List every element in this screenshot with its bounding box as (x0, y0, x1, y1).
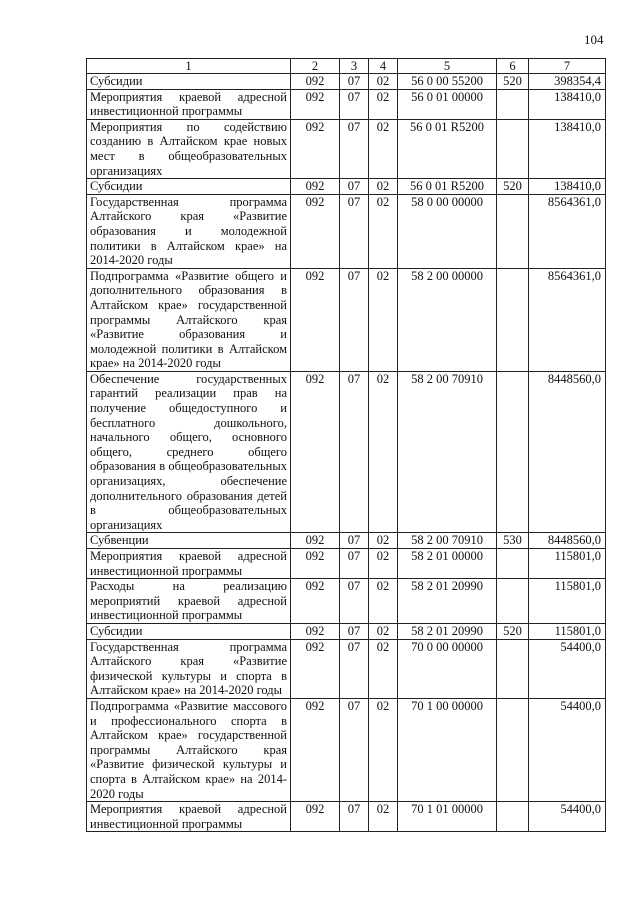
row-type-cell (497, 194, 529, 268)
row-code-cell: 092 (291, 194, 340, 268)
row-target-cell: 58 2 00 70910 (398, 533, 497, 549)
row-section-cell: 07 (340, 179, 369, 195)
row-target-cell: 56 0 01 R5200 (398, 119, 497, 178)
row-type-cell (497, 802, 529, 832)
row-code-cell: 092 (291, 623, 340, 639)
row-code-cell: 092 (291, 579, 340, 624)
table-row (87, 533, 606, 549)
row-target-cell: 58 2 00 70910 (398, 371, 497, 533)
row-subsection-cell: 02 (369, 194, 398, 268)
table-row (87, 119, 606, 178)
row-name-cell: Мероприятия краевой адресной инвестиционной программы (87, 549, 291, 579)
row-amount-cell: 398354,4 (529, 74, 606, 90)
row-amount-cell: 138410,0 (529, 119, 606, 178)
row-code-cell: 092 (291, 119, 340, 178)
row-subsection-cell: 02 (369, 371, 398, 533)
row-code-cell: 092 (291, 179, 340, 195)
row-amount-cell: 8564361,0 (529, 194, 606, 268)
row-section-cell: 07 (340, 89, 369, 119)
row-target-cell: 58 2 01 20990 (398, 623, 497, 639)
row-type-cell (497, 639, 529, 698)
table-row (87, 371, 606, 533)
budget-table (86, 58, 606, 832)
row-section-cell: 07 (340, 549, 369, 579)
table-row (87, 698, 606, 801)
row-section-cell: 07 (340, 533, 369, 549)
row-section-cell: 07 (340, 194, 369, 268)
row-target-cell: 70 1 01 00000 (398, 802, 497, 832)
row-amount-cell: 54400,0 (529, 639, 606, 698)
row-type-cell (497, 549, 529, 579)
row-amount-cell: 138410,0 (529, 179, 606, 195)
row-subsection-cell: 02 (369, 802, 398, 832)
row-type-cell: 520 (497, 179, 529, 195)
row-name-cell: Мероприятия краевой адресной инвестиционной программы (87, 802, 291, 832)
row-name-cell: Субвенции (87, 533, 291, 549)
row-section-cell: 07 (340, 579, 369, 624)
row-name-cell: Расходы на реализацию мероприятий краевой адресной инвестиционной программы (87, 579, 291, 624)
row-subsection-cell: 02 (369, 549, 398, 579)
row-name-cell: Подпрограмма «Развитие общего и дополнительного образования в Алтайском крае» государственной программы Алтайского края «Развитие образования и молодежной политики в Алтайском крае» на 2014-2020 годы (87, 268, 291, 371)
row-subsection-cell: 02 (369, 74, 398, 90)
row-code-cell: 092 (291, 74, 340, 90)
row-subsection-cell: 02 (369, 623, 398, 639)
row-name-cell: Субсидии (87, 74, 291, 90)
row-name-cell: Подпрограмма «Развитие массового и профессионального спорта в Алтайском крае» государственной программы Алтайского края «Развитие физической культуры и спорта в Алтайском крае» на 2014-2020 годы (87, 698, 291, 801)
row-amount-cell: 115801,0 (529, 579, 606, 624)
row-type-cell (497, 89, 529, 119)
table-row (87, 639, 606, 698)
row-subsection-cell: 02 (369, 89, 398, 119)
row-type-cell: 530 (497, 533, 529, 549)
row-amount-cell: 115801,0 (529, 623, 606, 639)
row-name-cell: Государственная программа Алтайского края «Развитие образования и молодежной политики в Алтайском крае» на 2014-2020 годы (87, 194, 291, 268)
row-code-cell: 092 (291, 89, 340, 119)
row-subsection-cell: 02 (369, 119, 398, 178)
row-subsection-cell: 02 (369, 533, 398, 549)
row-target-cell: 58 0 00 00000 (398, 194, 497, 268)
table-row (87, 802, 606, 832)
row-amount-cell: 138410,0 (529, 89, 606, 119)
row-target-cell: 56 0 01 00000 (398, 89, 497, 119)
row-code-cell: 092 (291, 533, 340, 549)
row-target-cell: 56 0 00 55200 (398, 74, 497, 90)
row-code-cell: 092 (291, 549, 340, 579)
row-section-cell: 07 (340, 623, 369, 639)
row-code-cell: 092 (291, 802, 340, 832)
row-name-cell: Государственная программа Алтайского края «Развитие физической культуры и спорта в Алтайском крае» на 2014-2020 годы (87, 639, 291, 698)
row-section-cell: 07 (340, 698, 369, 801)
row-code-cell: 092 (291, 268, 340, 371)
table-row (87, 179, 606, 195)
row-type-cell (497, 698, 529, 801)
table-row (87, 549, 606, 579)
header-cell: 7 (529, 59, 606, 74)
row-target-cell: 70 1 00 00000 (398, 698, 497, 801)
row-target-cell: 58 2 00 00000 (398, 268, 497, 371)
row-code-cell: 092 (291, 698, 340, 801)
row-target-cell: 70 0 00 00000 (398, 639, 497, 698)
row-section-cell: 07 (340, 119, 369, 178)
header-cell: 2 (291, 59, 340, 74)
row-amount-cell: 8448560,0 (529, 533, 606, 549)
table-row (87, 89, 606, 119)
header-cell: 5 (398, 59, 497, 74)
row-name-cell: Мероприятия краевой адресной инвестиционной программы (87, 89, 291, 119)
row-subsection-cell: 02 (369, 698, 398, 801)
row-type-cell (497, 579, 529, 624)
row-name-cell: Субсидии (87, 179, 291, 195)
row-target-cell: 58 2 01 00000 (398, 549, 497, 579)
header-cell: 3 (340, 59, 369, 74)
row-code-cell: 092 (291, 371, 340, 533)
row-target-cell: 58 2 01 20990 (398, 579, 497, 624)
table-row (87, 623, 606, 639)
row-subsection-cell: 02 (369, 579, 398, 624)
row-amount-cell: 54400,0 (529, 802, 606, 832)
row-amount-cell: 8564361,0 (529, 268, 606, 371)
row-code-cell: 092 (291, 639, 340, 698)
row-type-cell: 520 (497, 623, 529, 639)
header-cell: 1 (87, 59, 291, 74)
row-subsection-cell: 02 (369, 268, 398, 371)
table-row (87, 268, 606, 371)
row-type-cell (497, 371, 529, 533)
row-type-cell (497, 268, 529, 371)
table-row (87, 74, 606, 90)
row-section-cell: 07 (340, 74, 369, 90)
row-subsection-cell: 02 (369, 179, 398, 195)
row-type-cell (497, 119, 529, 178)
row-target-cell: 56 0 01 R5200 (398, 179, 497, 195)
row-amount-cell: 8448560,0 (529, 371, 606, 533)
header-cell: 6 (497, 59, 529, 74)
row-type-cell: 520 (497, 74, 529, 90)
row-section-cell: 07 (340, 268, 369, 371)
row-section-cell: 07 (340, 371, 369, 533)
header-row (87, 59, 606, 74)
row-subsection-cell: 02 (369, 639, 398, 698)
row-amount-cell: 54400,0 (529, 698, 606, 801)
row-amount-cell: 115801,0 (529, 549, 606, 579)
row-name-cell: Субсидии (87, 623, 291, 639)
row-section-cell: 07 (340, 802, 369, 832)
row-name-cell: Обеспечение государственных гарантий реализации прав на получение общедоступного и бесплатного дошкольного, начального общего, основного общего, среднего общего образования в общеобразовательных организациях, обеспечение дополнительного образования детей в общеобразовательных организациях (87, 371, 291, 533)
table-row (87, 579, 606, 624)
page-number: 104 (584, 32, 604, 47)
header-cell: 4 (369, 59, 398, 74)
table-row (87, 194, 606, 268)
row-name-cell: Мероприятия по содействию созданию в Алтайском крае новых мест в общеобразовательных организациях (87, 119, 291, 178)
row-section-cell: 07 (340, 639, 369, 698)
